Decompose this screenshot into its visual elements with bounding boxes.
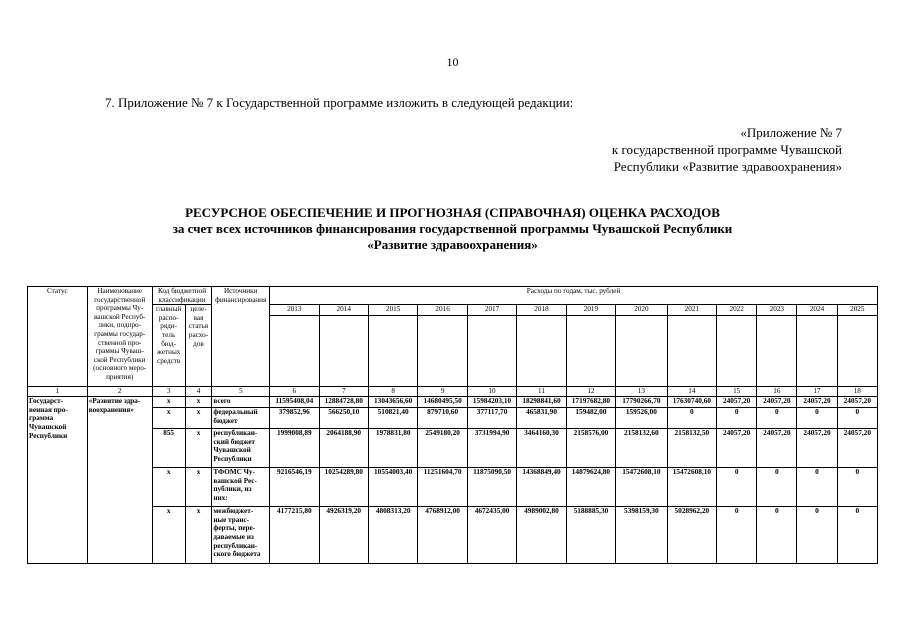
header-year: 2024 <box>797 305 837 316</box>
column-index: 9 <box>418 387 467 397</box>
value-cell: 5188885,30 <box>566 507 615 564</box>
header-year: 2018 <box>517 305 566 316</box>
value-cell: 4808313,20 <box>368 507 417 564</box>
cell-line: государственной <box>94 295 146 304</box>
cell-line: Республики <box>213 454 252 463</box>
value-cell: 11595408,04 <box>270 397 319 408</box>
value-cell: 24057,20 <box>837 397 877 408</box>
header-year: 2021 <box>667 305 716 316</box>
value-cell: 4989002,80 <box>517 507 566 564</box>
value-cell: 0 <box>717 408 757 429</box>
value-cell: 11251604,70 <box>418 468 467 507</box>
value-cell: 4926319,20 <box>319 507 368 564</box>
column-index: 11 <box>517 387 566 397</box>
cell-line: финансирования <box>215 295 267 304</box>
appendix-caption <box>612 124 842 175</box>
value-cell: 2158132,50 <box>667 429 716 468</box>
value-cell: 159482,00 <box>566 408 615 429</box>
cell-line: средств <box>157 356 181 365</box>
value-cell: 5028962,20 <box>667 507 716 564</box>
header-expenses: Расходы по годам, тыс. рублей <box>270 287 878 305</box>
cell-line: ферты, пере- <box>213 524 256 533</box>
value-cell: 566250,10 <box>319 408 368 429</box>
program-name-cell <box>87 397 152 564</box>
header-row <box>28 305 878 316</box>
value-cell: 24057,20 <box>797 429 837 468</box>
column-index: 4 <box>185 387 212 397</box>
value-cell: 3464160,30 <box>517 429 566 468</box>
value-cell: 4177215,80 <box>270 507 319 564</box>
cell-line: Чувашской <box>29 422 67 431</box>
cell-line: вашской Респуб- <box>93 312 146 321</box>
value-cell: 0 <box>837 507 877 564</box>
cell-line: всего <box>213 397 231 406</box>
cell-line: бюд- <box>161 339 176 348</box>
chief-manager-cell: 855 <box>152 429 185 468</box>
header-sources <box>212 287 270 387</box>
title-line: «Развитие здравоохранения» <box>367 237 538 252</box>
cell-line: ряди- <box>160 322 178 331</box>
table-row <box>28 507 878 564</box>
header-year: 2022 <box>717 305 757 316</box>
cell-line: вашской Рес- <box>213 476 257 485</box>
cell-line: лики, подпро- <box>98 321 142 330</box>
cell-line: жетных <box>156 348 181 357</box>
chief-manager-cell: х <box>152 507 185 564</box>
table-row <box>28 468 878 507</box>
cell-line: приятия) <box>106 372 134 381</box>
cell-line: даваемые из <box>213 532 254 541</box>
header-year: 2014 <box>319 305 368 316</box>
cell-line: федеральный <box>213 408 258 417</box>
column-index: 12 <box>566 387 615 397</box>
target-item-cell: х <box>185 468 212 507</box>
column-index: 1 <box>28 387 88 397</box>
header-year-space <box>418 316 467 387</box>
value-cell: 9216546,19 <box>270 468 319 507</box>
table-row <box>28 429 878 468</box>
value-cell: 24057,20 <box>837 429 877 468</box>
source-cell <box>212 429 270 468</box>
value-cell: 0 <box>717 507 757 564</box>
target-item-cell: х <box>185 408 212 429</box>
value-cell: 17790266,70 <box>616 397 668 408</box>
value-cell: 13043656,60 <box>368 397 417 408</box>
cell-line: республикан- <box>213 541 258 550</box>
header-year: 2016 <box>418 305 467 316</box>
value-cell: 14680495,50 <box>418 397 467 408</box>
value-cell: 0 <box>757 507 797 564</box>
cell-line: межбюджет- <box>213 507 254 516</box>
value-cell: 17630740,60 <box>667 397 716 408</box>
cell-line: ского бюджета <box>213 550 261 559</box>
value-cell: 11875090,50 <box>467 468 516 507</box>
header-chief-manager <box>152 305 185 387</box>
cell-line: воохранения» <box>88 405 134 414</box>
appendix-line: к государственной программе Чувашской <box>611 142 842 157</box>
resource-table <box>27 286 878 564</box>
value-cell: 24057,20 <box>757 429 797 468</box>
column-index-row <box>28 387 878 397</box>
title-line: за счет всех источников финансирования государственной программы Чувашской Республики <box>172 221 733 236</box>
cell-line: публики, из <box>213 485 252 494</box>
value-cell: 2158576,00 <box>566 429 615 468</box>
value-cell: 379852,96 <box>270 408 319 429</box>
source-cell <box>212 468 270 507</box>
cell-line: классификации <box>158 295 206 304</box>
column-index: 18 <box>837 387 877 397</box>
column-index: 3 <box>152 387 185 397</box>
cell-line: Код бюджетной <box>157 287 207 295</box>
value-cell: 0 <box>797 468 837 507</box>
column-index: 13 <box>616 387 668 397</box>
value-cell: 2064188,90 <box>319 429 368 468</box>
document-title <box>0 205 905 253</box>
header-year: 2023 <box>757 305 797 316</box>
table-row <box>28 408 878 429</box>
cell-line: вая <box>193 313 204 322</box>
value-cell: 15472608,10 <box>616 468 668 507</box>
value-cell: 2549180,20 <box>418 429 467 468</box>
value-cell: 0 <box>757 408 797 429</box>
value-cell: 14368849,40 <box>517 468 566 507</box>
cell-line: тель <box>162 330 176 339</box>
header-year: 2019 <box>566 305 615 316</box>
cell-line: расхо- <box>188 330 209 339</box>
chief-manager-cell: х <box>152 468 185 507</box>
appendix-line: Республики «Развитие здравоохранения» <box>613 159 842 174</box>
header-year-space <box>797 316 837 387</box>
value-cell: 0 <box>757 468 797 507</box>
column-index: 10 <box>467 387 516 397</box>
cell-line: них: <box>213 493 228 502</box>
cell-line: главный <box>155 305 182 314</box>
value-cell: 879710,60 <box>418 408 467 429</box>
header-year-space <box>517 316 566 387</box>
column-index: 15 <box>717 387 757 397</box>
header-year-space <box>717 316 757 387</box>
column-index: 5 <box>212 387 270 397</box>
header-year-space <box>757 316 797 387</box>
value-cell: 24057,20 <box>717 397 757 408</box>
cell-line: Государст- <box>29 397 64 406</box>
header-year-space <box>667 316 716 387</box>
cell-line: грамма <box>29 414 54 423</box>
cell-line: Источники <box>223 287 258 295</box>
cell-line: статья <box>188 322 209 331</box>
header-year-space <box>368 316 417 387</box>
cell-line: (основного меро- <box>93 364 147 373</box>
header-program-name <box>87 287 152 387</box>
value-cell: 24057,20 <box>797 397 837 408</box>
cell-line: ской Республики <box>93 355 146 364</box>
value-cell: 1999008,89 <box>270 429 319 468</box>
value-cell: 15472608,10 <box>667 468 716 507</box>
target-item-cell: х <box>185 397 212 408</box>
cell-line: ский бюджет <box>213 437 255 446</box>
amendment-paragraph: 7. Приложение № 7 к Государственной программе изложить в следующей редакции: <box>105 95 574 110</box>
cell-line: ные транс- <box>213 515 250 524</box>
cell-line: граммы Чуваш- <box>95 347 144 356</box>
cell-line: Наименование <box>97 287 143 295</box>
header-year-space <box>319 316 368 387</box>
header-year: 2015 <box>368 305 417 316</box>
header-year: 2017 <box>467 305 516 316</box>
appendix-line: «Приложение № 7 <box>740 125 842 140</box>
value-cell: 24057,20 <box>757 397 797 408</box>
cell-line: Республики <box>29 431 68 440</box>
header-year-space <box>837 316 877 387</box>
header-year: 2020 <box>616 305 668 316</box>
value-cell: 10554003,40 <box>368 468 417 507</box>
column-index: 17 <box>797 387 837 397</box>
value-cell: 14879624,80 <box>566 468 615 507</box>
source-cell <box>212 507 270 564</box>
chief-manager-cell: х <box>152 408 185 429</box>
cell-line: распо- <box>158 313 179 322</box>
source-cell <box>212 397 270 408</box>
value-cell: 0 <box>667 408 716 429</box>
page-number: 10 <box>446 55 459 69</box>
header-year-space <box>270 316 319 387</box>
title-line: РЕСУРСНОЕ ОБЕСПЕЧЕНИЕ И ПРОГНОЗНАЯ (СПРАВОЧНАЯ) ОЦЕНКА РАСХОДОВ <box>185 205 720 220</box>
header-year-space <box>467 316 516 387</box>
value-cell: 4672435,00 <box>467 507 516 564</box>
cell-line: целе- <box>190 305 207 314</box>
value-cell: 24057,20 <box>717 429 757 468</box>
chief-manager-cell: х <box>152 397 185 408</box>
value-cell: 0 <box>837 468 877 507</box>
value-cell: 2158132,60 <box>616 429 668 468</box>
value-cell: 17197682,80 <box>566 397 615 408</box>
value-cell: 0 <box>717 468 757 507</box>
table-row <box>28 397 878 408</box>
cell-line: ственной про- <box>98 338 142 347</box>
status-cell <box>28 397 88 564</box>
value-cell: 0 <box>837 408 877 429</box>
value-cell: 377117,70 <box>467 408 516 429</box>
header-status: Статус <box>28 287 88 387</box>
value-cell: 12884728,80 <box>319 397 368 408</box>
value-cell: 510821,40 <box>368 408 417 429</box>
cell-line: Чувашской <box>213 446 251 455</box>
value-cell: 1978831,80 <box>368 429 417 468</box>
header-year: 2025 <box>837 305 877 316</box>
column-index: 7 <box>319 387 368 397</box>
value-cell: 15984203,10 <box>467 397 516 408</box>
column-index: 8 <box>368 387 417 397</box>
value-cell: 159526,00 <box>616 408 668 429</box>
header-budget-code <box>152 287 212 305</box>
value-cell: 0 <box>797 408 837 429</box>
column-index: 16 <box>757 387 797 397</box>
cell-line: программы Чу- <box>96 304 144 313</box>
header-year-space <box>566 316 615 387</box>
value-cell: 3731994,90 <box>467 429 516 468</box>
value-cell: 18298841,60 <box>517 397 566 408</box>
value-cell: 5398159,30 <box>616 507 668 564</box>
cell-line: граммы государ- <box>94 329 146 338</box>
value-cell: 465831,90 <box>517 408 566 429</box>
column-index: 2 <box>87 387 152 397</box>
column-index: 6 <box>270 387 319 397</box>
column-index: 14 <box>667 387 716 397</box>
target-item-cell: х <box>185 429 212 468</box>
header-target-item <box>185 305 212 387</box>
cell-line: республикан- <box>213 429 258 438</box>
source-cell <box>212 408 270 429</box>
cell-line: бюджет <box>213 416 238 425</box>
cell-line: ТФОМС Чу- <box>213 468 255 477</box>
header-year-space <box>616 316 668 387</box>
cell-line: венная про- <box>29 405 68 414</box>
value-cell: 4768912,00 <box>418 507 467 564</box>
target-item-cell: х <box>185 507 212 564</box>
header-year: 2013 <box>270 305 319 316</box>
header-row <box>28 287 878 305</box>
cell-line: дов <box>193 339 204 348</box>
value-cell: 0 <box>797 507 837 564</box>
cell-line: «Развитие здра- <box>88 397 141 406</box>
value-cell: 10254289,80 <box>319 468 368 507</box>
